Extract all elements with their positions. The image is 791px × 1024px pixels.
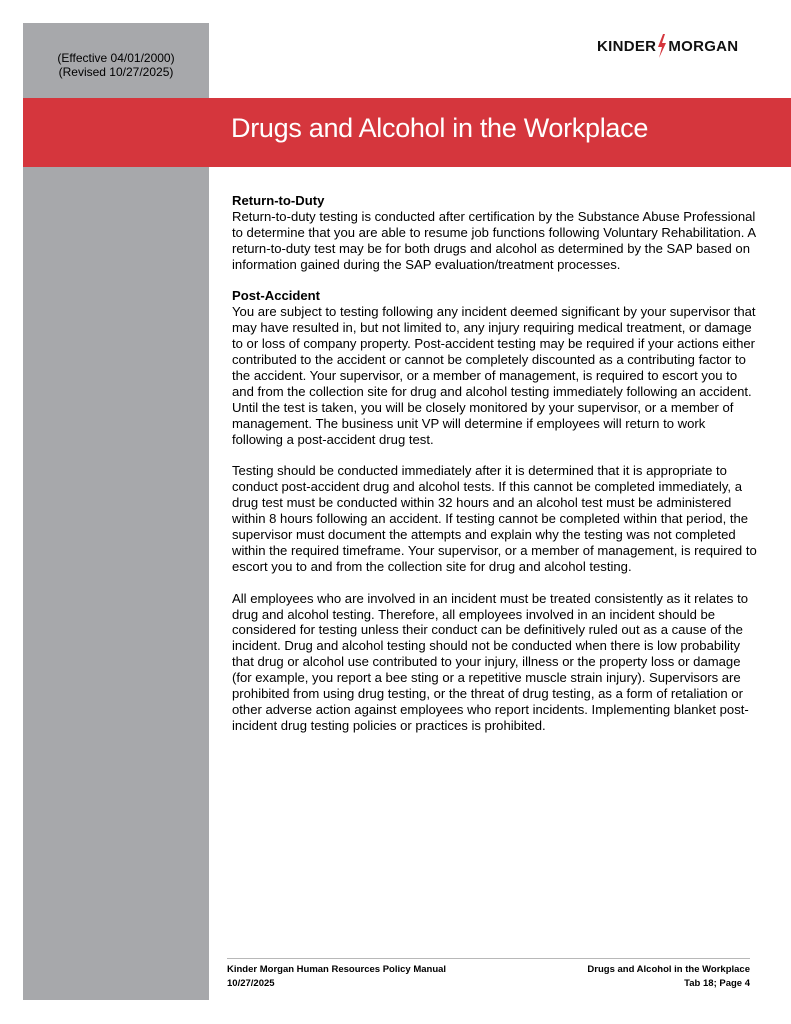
footer-date: 10/27/2025 — [227, 978, 275, 989]
section-heading-post-accident: Post-Accident — [232, 288, 321, 304]
effective-date: (Effective 04/01/2000) — [57, 51, 175, 65]
logo-text-left: KINDER — [597, 37, 657, 55]
paragraph: Testing should be conducted immediately after it is determined that it is appropriate to conduct post-accident drug and alcohol tests. If this cannot be completed immediately, a drug test must be conducted within 32 hours and an alcohol test must be administered within 8 hours following an accident. If testing cannot be completed within that period, the supervisor must document the attempts and explain why the testing was not completed within the required timeframe. Your supervisor, or a member of management, is required to escort you to and from the collection site for drug and alcohol testing. — [232, 463, 757, 574]
sidebar-strip — [23, 23, 209, 1000]
kinder-morgan-logo — [597, 34, 738, 58]
logo-text-right: MORGAN — [668, 37, 739, 55]
footer-row — [227, 964, 750, 975]
footer-row — [227, 978, 750, 989]
revised-date: (Revised 10/27/2025) — [58, 65, 174, 79]
paragraph: You are subject to testing following any incident deemed significant by your supervisor that may have resulted in, but not limited to, any injury requiring medical treatment, or damage to or loss of company property. Post-accident testing may be required if your actions either contributed to the accident or cannot be completely discounted as a contributing factor to the accident. Your supervisor, or a member of management, is required to escort you to and from the collection site for drug and alcohol testing immediately following an accident. Until the test is taken, you will be closely monitored by your supervisor, or a member of management. The business unit VP will determine if employees will return to work following a post-accident drug test. — [232, 304, 756, 447]
paragraph: Return-to-duty testing is conducted after certification by the Substance Abuse Professional to determine that you are able to resume job functions following Voluntary Rehabilitation. A return-to-duty test may be for both drugs and alcohol as determined by the SAP based on information gained during the SAP evaluation/treatment processes. — [232, 208, 756, 272]
policy-content — [232, 193, 757, 734]
section-heading-return-to-duty: Return-to-Duty — [232, 193, 325, 208]
page-title: Drugs and Alcohol in the Workplace — [231, 113, 649, 143]
paragraph: All employees who are involved in an incident must be treated consistently as it relates to drug and alcohol testing. Therefore, all employees involved in an incident should be considered for testing unless their conduct can be definitively ruled out as a cause of the incident. Drug and alcohol testing should not be conducted when there is low probability that drug or alcohol use contributed to your injury, illness or the property loss or damage (for example, you report a bee sting or a repetitive muscle strain injury). Supervisors are prohibited from using drug testing, or the threat of drug testing, as a form of retaliation or other adverse action against employees who report incidents. Implementing blanket post-incident drug testing policies or practices is prohibited. — [232, 590, 749, 733]
footer-manual-name: Kinder Morgan Human Resources Policy Manual — [227, 964, 447, 975]
footer-section-title: Drugs and Alcohol in the Workplace — [587, 964, 750, 975]
effective-dates — [23, 51, 209, 79]
footer-page-number: Tab 18; Page 4 — [684, 978, 750, 989]
lightning-bolt-icon — [657, 34, 667, 58]
footer-divider — [227, 958, 750, 959]
